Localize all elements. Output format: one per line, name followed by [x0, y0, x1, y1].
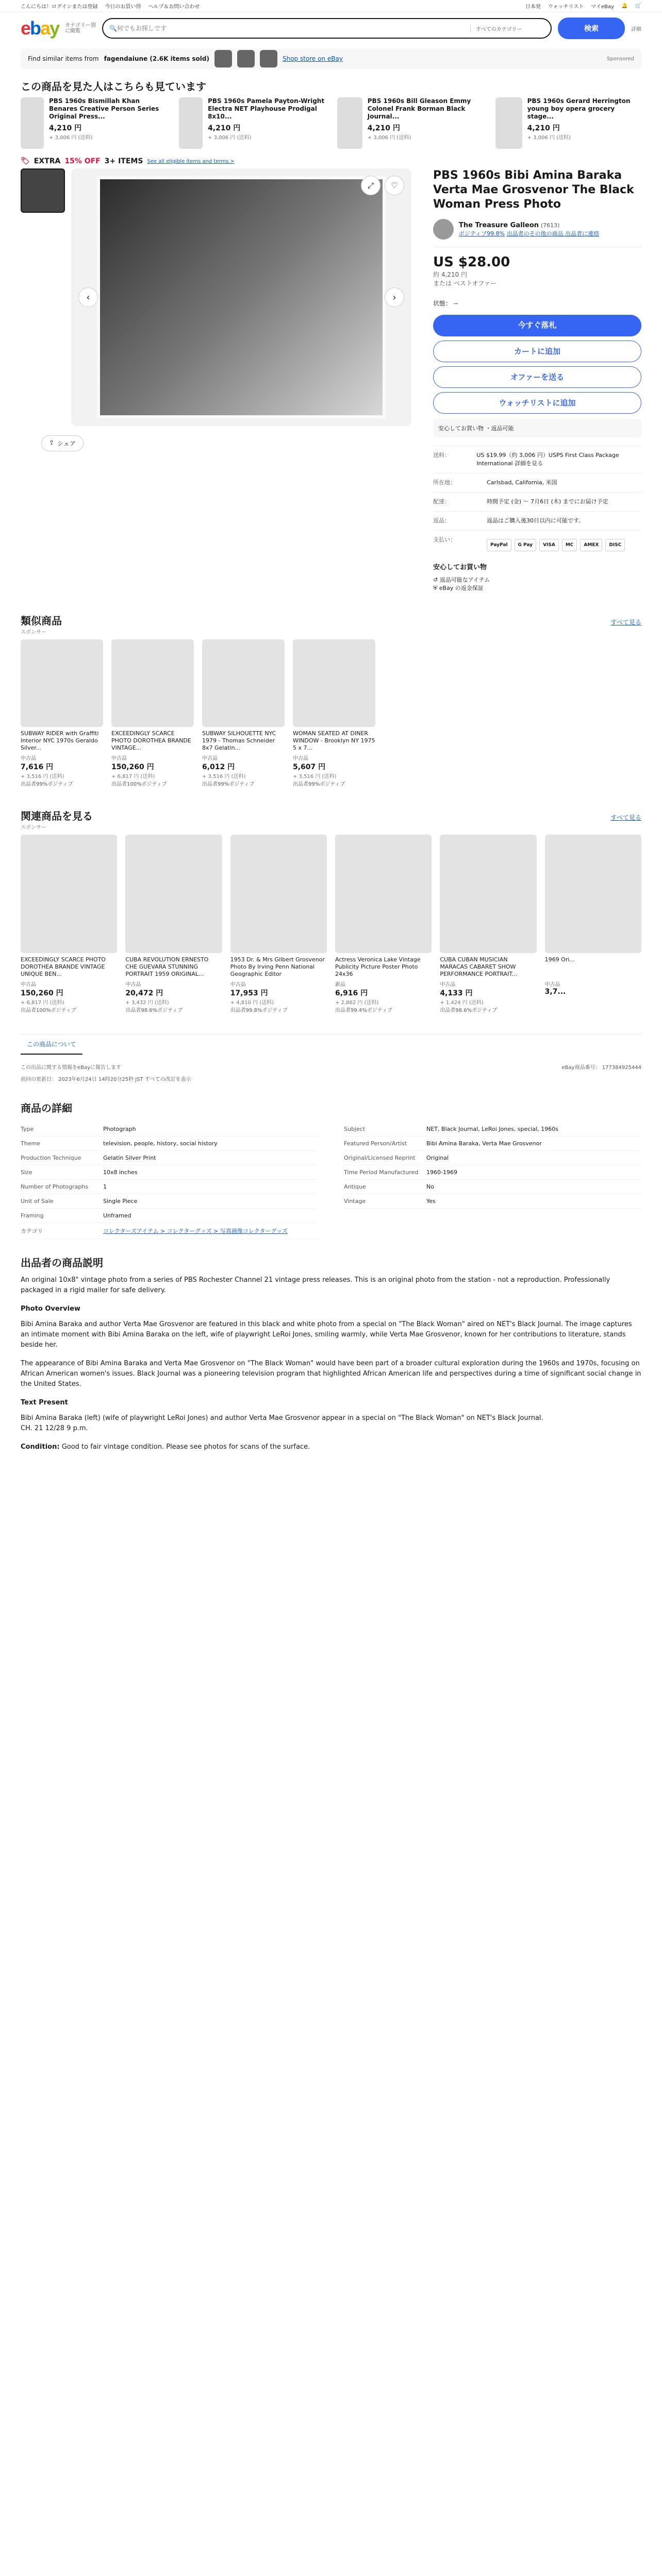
banner-thumb[interactable]: [214, 50, 232, 67]
card-shipping: + 2,862 円 (送料): [335, 1000, 379, 1006]
card-image[interactable]: [202, 639, 285, 727]
viewed-item[interactable]: [21, 97, 167, 149]
card-image[interactable]: [545, 835, 641, 953]
category-browse[interactable]: カテゴリー別に閲覧: [65, 23, 96, 34]
spec-value: 1960-1969: [426, 1169, 457, 1176]
search-input[interactable]: [117, 25, 470, 32]
info-row: [433, 530, 641, 556]
related-card[interactable]: [335, 835, 432, 1013]
spec-value: Yes: [426, 1198, 436, 1205]
similar-card[interactable]: [202, 639, 285, 787]
main-image[interactable]: [71, 168, 411, 426]
guarantee-text: 返品可能なアイテム: [439, 577, 490, 583]
discover-icon: DISC: [605, 539, 625, 551]
extra-suffix: 3+ ITEMS: [104, 157, 143, 165]
spec-label: Framing: [21, 1212, 44, 1219]
item-specifics: [21, 1100, 641, 1239]
see-all-link[interactable]: すべて見る: [610, 619, 641, 626]
heart-icon[interactable]: ♡: [385, 176, 404, 195]
share-button[interactable]: [41, 435, 84, 451]
spec-label: Time Period Manufactured: [344, 1169, 419, 1176]
similar-card[interactable]: [21, 639, 103, 787]
spec-row: [21, 1122, 318, 1137]
related-card[interactable]: [21, 835, 117, 1013]
card-shipping: + 3,432 円 (送料): [125, 1000, 169, 1006]
card-price: 4,133 円: [440, 989, 473, 997]
item-main: [0, 168, 662, 592]
thumbnail[interactable]: [21, 168, 65, 213]
add-to-cart-button[interactable]: カートに追加: [433, 341, 641, 362]
item-title[interactable]: PBS 1960s Bill Gleason Emmy Colonel Frank Borman Black Journal...: [367, 97, 471, 120]
bell-icon[interactable]: 🔔: [621, 3, 628, 9]
item-price: 4,210 円: [49, 124, 82, 132]
payment-methods: [487, 539, 625, 551]
text-present: Bibi Amina Baraka (left) (wife of playwright LeRoi Jones) and author Verta Mae Grosvenor appear in a special on "The Black Woman" on NET's Black Journal.: [21, 1414, 543, 1422]
seller-card: [433, 219, 641, 247]
shield-icon: ⛨: [433, 585, 438, 591]
item-title: PBS 1960s Bibi Amina Baraka Verta Mae Grosvenor The Black Woman Press Photo: [433, 169, 634, 211]
paypal-icon: PayPal: [487, 539, 511, 551]
overview-text: Bibi Amina Baraka and author Verta Mae Grosvenor are featured in this black and white photo from a special on "The Black Woman" aired on NET's Black Journal. The image captures an intimate moment with Bibi Amina Baraka on the left, wife of playwright LeRoi Jones, smiling warmly, while Verta Mae Grosvenor, known for her contributions to literature, stands beside her.: [21, 1320, 632, 1349]
related-card[interactable]: [125, 835, 222, 1013]
card-badge: 出品者99%ポジティブ: [21, 782, 73, 787]
card-price: 3,7...: [544, 988, 566, 996]
card-price: 5,607 円: [293, 763, 326, 771]
card-condition: 中古品: [544, 982, 560, 988]
spec-value: 10x8 inches: [103, 1169, 138, 1176]
category-select[interactable]: すべてのカテゴリー: [470, 25, 548, 32]
card-title[interactable]: 1953 Dr. & Mrs Gilbert Grosvenor Photo By Irving Penn National Geographic Editor: [230, 956, 325, 977]
description-intro: An original 10x8" vintage photo from a series of PBS Rochester Channel 21 vintage press releases. This is an original photo from the station - not a reproduction. Professionally packaged in a rigid mailer for safe delivery.: [21, 1276, 610, 1294]
card-price: 150,260 円: [21, 989, 63, 997]
card-title[interactable]: EXCEEDINGLY SCARCE PHOTO DOROTHEA BRANDE VINTAGE UNIQUE BEN...: [21, 956, 106, 977]
spec-label: Original/Licensed Reprint: [344, 1155, 416, 1161]
about-meta: [21, 1063, 641, 1071]
price-jpy: 約 4,210 円: [433, 271, 467, 278]
seller-links[interactable]: 出品者のその他の商品 出品者に連絡: [506, 230, 600, 237]
condition-label: Condition:: [21, 1443, 60, 1451]
guarantee-line: [433, 575, 641, 584]
see-all-link[interactable]: すべて見る: [610, 814, 641, 821]
item-shipping: + 3,006 円 (送料): [367, 135, 411, 141]
header: [0, 12, 662, 44]
card-title[interactable]: SUBWAY SILHOUETTE NYC 1979 - Thomas Schneider 8x7 Gelatin...: [202, 730, 276, 751]
card-image[interactable]: [21, 835, 117, 953]
spec-label: Type: [21, 1126, 34, 1132]
card-condition: 中古品: [111, 756, 127, 761]
card-title[interactable]: WOMAN SEATED AT DINER WINDOW - Brooklyn NY 1975 5 x 7...: [293, 730, 375, 751]
sponsored-label: スポンサー: [21, 825, 46, 831]
card-shipping: + 3,516 円 (送料): [293, 774, 337, 779]
spec-row: [21, 1151, 318, 1165]
spec-row: [344, 1194, 641, 1209]
gpay-icon: G Pay: [515, 539, 537, 551]
related-heading: 関連商品を見る: [21, 810, 93, 822]
card-image[interactable]: [440, 835, 536, 953]
banner-seller[interactable]: fagendaiune (2.6K items sold): [104, 55, 209, 62]
guarantee-heading: 安心してお買い物: [433, 564, 487, 571]
spec-value: Gelatin Silver Print: [103, 1155, 156, 1161]
info-row: [433, 492, 641, 511]
item-number: eBay商品番号： 177384925444: [561, 1065, 641, 1071]
advanced-search-link[interactable]: 詳細: [631, 26, 641, 32]
visa-icon: VISA: [539, 539, 559, 551]
item-photo: [97, 176, 386, 418]
extra-percent: 15% OFF: [64, 157, 101, 165]
card-badge: 出品者99.8%ポジティブ: [230, 1008, 288, 1013]
spec-label: Production Technique: [21, 1155, 81, 1161]
card-image[interactable]: [125, 835, 222, 953]
info-value: 時間予定 (金) ～ 7月6日 (木) までにお届け予定: [487, 498, 608, 505]
condition-label: 状態：: [433, 300, 452, 307]
card-title[interactable]: 1969 Ori...: [544, 956, 575, 963]
top-bar: [0, 0, 662, 12]
overview-heading: Photo Overview: [21, 1305, 80, 1313]
card-image[interactable]: [293, 639, 375, 727]
mastercard-icon: MC: [562, 539, 577, 551]
search-icon: 🔍: [109, 25, 118, 32]
card-condition: 新品: [335, 982, 345, 988]
extra-prefix: EXTRA: [34, 157, 61, 165]
item-title[interactable]: PBS 1960s Bismillah Khan Benares Creative Person Series Original Press...: [49, 97, 159, 120]
card-badge: 出品者99%ポジティブ: [293, 782, 345, 787]
item-image[interactable]: [495, 97, 522, 149]
spec-value: Original: [426, 1155, 449, 1161]
info-value: Carlsbad, California, 米国: [487, 479, 557, 486]
spec-label: Unit of Sale: [21, 1198, 54, 1205]
spec-row: [21, 1180, 318, 1194]
similar-heading: 類似商品: [21, 615, 62, 627]
spec-row: [21, 1223, 318, 1239]
item-panel: [433, 168, 641, 592]
item-shipping: + 3,006 円 (送料): [208, 135, 252, 141]
seller-feedback[interactable]: ポジティブ99.8%: [459, 230, 505, 237]
card-image[interactable]: [21, 639, 103, 727]
guarantee-line: [433, 584, 641, 592]
seller-count: (7613): [540, 222, 560, 229]
info-label: 支払い：: [433, 536, 456, 543]
banner-text: Find similar items from: [28, 55, 99, 62]
card-condition: 中古品: [202, 756, 218, 761]
share-icon: ⇪: [49, 439, 55, 446]
search-button[interactable]: 検索: [558, 18, 625, 39]
spec-value: Photograph: [103, 1126, 136, 1132]
spec-value: 1: [103, 1183, 107, 1190]
condition-note: [21, 1442, 641, 1452]
promo-banner: [21, 48, 641, 69]
spec-label: Antique: [344, 1183, 366, 1190]
chevron-left-icon[interactable]: ‹: [78, 287, 98, 307]
card-price: 6,916 円: [335, 989, 368, 997]
viewed-item[interactable]: [495, 97, 641, 149]
help-link[interactable]: ヘルプ＆お問い合わせ: [148, 4, 200, 10]
spec-row: [344, 1165, 641, 1180]
spec-row: [344, 1122, 641, 1137]
sponsored-label: スポンサー: [21, 630, 46, 635]
card-title[interactable]: EXCEEDINGLY SCARCE PHOTO DOROTHEA BRANDE VINTAGE...: [111, 730, 191, 751]
card-condition: 中古品: [125, 982, 141, 988]
condition-value: --: [453, 300, 458, 307]
item-price: US $28.00: [433, 255, 510, 270]
seller-name[interactable]: The Treasure Galleon: [459, 221, 539, 229]
item-shipping: + 3,006 円 (送料): [49, 135, 93, 141]
condition-text: Good to fair vintage condition. Please see photos for scans of the surface.: [61, 1443, 310, 1451]
info-row: [433, 511, 641, 530]
watchlist-link[interactable]: ウォッチリスト: [548, 4, 584, 10]
spec-row: [21, 1165, 318, 1180]
card-badge: 出品者98.6%ポジティブ: [125, 1008, 183, 1013]
spec-row: [344, 1180, 641, 1194]
card-shipping: + 1,424 円 (送料): [440, 1000, 484, 1006]
card-condition: 中古品: [230, 982, 246, 988]
similar-card[interactable]: [111, 639, 194, 787]
card-price: 17,953 円: [230, 989, 268, 997]
similar-card[interactable]: [293, 639, 375, 787]
text-present-heading: Text Present: [21, 1399, 68, 1406]
make-offer-button[interactable]: オファーを送る: [433, 366, 641, 388]
thumbnail-list: [21, 168, 65, 426]
spec-value: Unframed: [103, 1212, 131, 1219]
card-price: 6,012 円: [202, 763, 235, 771]
guarantee-text: eBay の返金保証: [439, 585, 484, 591]
spec-value: television, people, history, social history: [103, 1140, 218, 1147]
item-image[interactable]: [21, 97, 44, 149]
card-price: 150,260 円: [111, 763, 154, 771]
card-image[interactable]: [230, 835, 327, 953]
card-price: 20,472 円: [125, 989, 163, 997]
card-shipping: + 3,516 円 (送料): [202, 774, 246, 779]
card-badge: 出品者100%ポジティブ: [111, 782, 167, 787]
spec-label: Size: [21, 1169, 32, 1176]
related-card[interactable]: [230, 835, 327, 1013]
card-title[interactable]: SUBWAY RIDER with Graffiti Interior NYC 1970s Geraldo Silver...: [21, 730, 99, 751]
spec-row: [344, 1151, 641, 1165]
spec-value: NET, Black Journal, LeRoi Jones, special, 1960s: [426, 1126, 558, 1132]
text-present-date: CH. 21 12/28 9 p.m.: [21, 1425, 88, 1432]
return-icon: ↺: [433, 577, 438, 583]
info-row: [433, 473, 641, 492]
watchlist-button[interactable]: ウォッチリストに追加: [433, 392, 641, 414]
card-shipping: + 6,817 円 (送料): [111, 774, 155, 779]
overview-text: The appearance of Bibi Amina Baraka and Verta Mae Grosvenor on "The Black Woman" would have been part of a broader cultural exploration during the 1960s and 1970s, focusing on African American women's issues. Black Journal was a pioneering television program that highlighted African American life and perspectives during a time of significant social change in the United States.: [21, 1360, 641, 1388]
guarantee: [433, 562, 641, 592]
spec-label: カテゴリ: [21, 1228, 43, 1234]
item-title[interactable]: PBS 1960s Pamela Payton-Wright Electra NET Playhouse Prodigal 8x10...: [208, 97, 325, 120]
seller-avatar[interactable]: [433, 219, 454, 240]
info-value: 返品はご購入後30日以内に可能です。: [487, 517, 585, 524]
card-title[interactable]: CUBA CUBAN MUSICIAN MARACAS CABARET SHOW PERFORMANCE PORTRAIT...: [440, 956, 518, 977]
spec-row: [21, 1209, 318, 1223]
info-value: US $19.99（約 3,006 円）USPS First Class Package International 詳細を見る: [476, 452, 619, 467]
spec-value: Single Piece: [103, 1198, 138, 1205]
card-image[interactable]: [335, 835, 432, 953]
ebay-logo[interactable]: ebay: [21, 18, 59, 39]
item-price: 4,210 円: [527, 124, 560, 132]
trust-note: 安心してお買い物 ・返品可能: [433, 419, 641, 437]
banner-thumb[interactable]: [260, 50, 277, 67]
promo-extra: [21, 157, 641, 165]
shop-store-link[interactable]: Shop store on eBay: [282, 55, 343, 62]
item-shipping: + 3,006 円 (送料): [527, 135, 571, 141]
item-price: 4,210 円: [208, 124, 241, 132]
card-condition: 中古品: [440, 982, 456, 988]
chevron-right-icon[interactable]: ›: [385, 287, 404, 307]
card-condition: 中古品: [21, 982, 36, 988]
info-label: 配達：: [433, 498, 450, 505]
item-image[interactable]: [179, 97, 203, 149]
spec-value: No: [426, 1183, 434, 1190]
item-title[interactable]: PBS 1960s Gerard Herrington young boy opera grocery stage...: [527, 97, 631, 120]
spec-label: Featured Person/Artist: [344, 1140, 407, 1147]
seller-description: [21, 1258, 641, 1452]
description-heading: 出品者の商品説明: [21, 1257, 103, 1269]
info-row: [433, 446, 641, 473]
spec-label: Vintage: [344, 1198, 366, 1205]
amex-icon: AMEX: [580, 539, 602, 551]
card-badge: 出品者99.4%ポジティブ: [335, 1008, 392, 1013]
tab-about[interactable]: この商品について: [21, 1035, 82, 1055]
card-shipping: + 4,810 円 (送料): [230, 1000, 274, 1006]
greeting-link[interactable]: こんにちは！ログインまたは登録: [21, 4, 98, 10]
best-offer: または ベストオファー: [433, 280, 496, 287]
spec-label: Theme: [21, 1140, 40, 1147]
daily-deals-link[interactable]: 今日のお買い得: [105, 4, 141, 10]
about-updated: [21, 1075, 641, 1082]
card-badge: 出品者99%ポジティブ: [202, 782, 255, 787]
viewed-item[interactable]: [179, 97, 325, 149]
info-label: 送料：: [433, 452, 450, 459]
spec-label: Number of Photographs: [21, 1183, 89, 1190]
card-image[interactable]: [111, 639, 194, 727]
expand-icon[interactable]: ⤢: [361, 176, 380, 195]
updated-text: 前回の更新日： 2023年6月24日 14時20分25秒 JST すべての改訂を表示: [21, 1077, 191, 1082]
buy-now-button[interactable]: 今すぐ落札: [433, 315, 641, 336]
cart-icon[interactable]: 🛒: [635, 3, 641, 9]
viewed-heading: この商品を見た人はこちらも見ています: [21, 80, 206, 93]
viewed-item[interactable]: [337, 97, 483, 149]
viewed-list: [0, 97, 662, 149]
card-title[interactable]: CUBA REVOLUTION ERNESTO CHE GUEVARA STUNNING PORTRAIT 1959 ORIGINAL...: [125, 956, 209, 977]
image-gallery: [21, 168, 412, 426]
sponsored-label: Sponsored: [607, 56, 634, 62]
related-items: [21, 808, 641, 1013]
search-bar: [102, 18, 552, 39]
details-heading: 商品の詳細: [21, 1102, 72, 1114]
spec-row: [21, 1137, 318, 1151]
related-card[interactable]: [440, 835, 536, 1013]
spec-row: [344, 1137, 641, 1151]
info-label: 返品：: [433, 517, 450, 524]
myebay-link[interactable]: マイeBay: [591, 4, 615, 10]
condition-row: [433, 299, 641, 308]
similar-items: [21, 613, 641, 787]
card-badge: 出品者100%ポジティブ: [21, 1008, 76, 1013]
related-card[interactable]: [545, 835, 641, 1013]
extra-terms-link[interactable]: See all eligible items and terms >: [147, 158, 235, 164]
card-badge: 出品者98.6%ポジティブ: [440, 1008, 498, 1013]
card-title[interactable]: Actress Veronica Lake Vintage Publicity Picture Poster Photo 24x36: [335, 956, 421, 977]
card-condition: 中古品: [293, 756, 308, 761]
card-price: 7,616 円: [21, 763, 54, 771]
ship-to[interactable]: 日本発: [525, 4, 541, 10]
spec-label: Subject: [344, 1126, 366, 1132]
tag-icon: 🏷: [21, 157, 30, 165]
spec-row: [21, 1194, 318, 1209]
about-section: [21, 1034, 641, 1082]
card-shipping: + 6,817 円 (送料): [21, 1000, 64, 1006]
report-text[interactable]: この出品に関する情報をeBayに報告します: [21, 1065, 122, 1071]
category-breadcrumb[interactable]: コレクターズアイテム > コレクターグッズ > 写真画像コレクターグッズ: [103, 1228, 288, 1234]
card-condition: 中古品: [21, 756, 36, 761]
shipping-info: [433, 446, 641, 556]
item-image[interactable]: [337, 97, 362, 149]
item-price: 4,210 円: [367, 124, 400, 132]
card-shipping: + 3,516 円 (送料): [21, 774, 64, 779]
spec-value: Bibi Amina Baraka, Verta Mae Grosvenor: [426, 1140, 542, 1147]
info-label: 所在地：: [433, 479, 456, 486]
banner-thumb[interactable]: [237, 50, 255, 67]
share-label: シェア: [57, 440, 76, 447]
